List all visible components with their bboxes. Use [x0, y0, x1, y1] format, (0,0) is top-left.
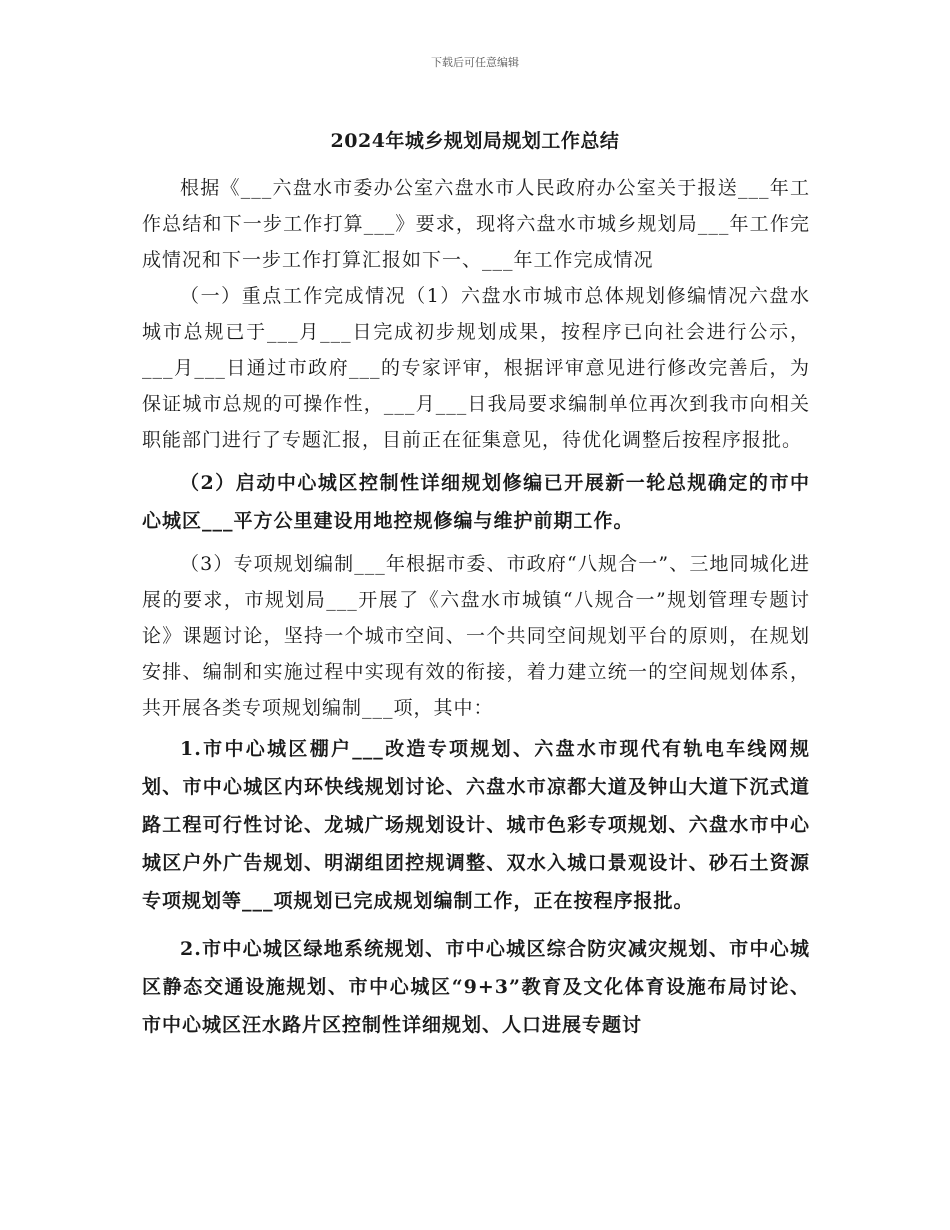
- list-item-2: 2.市中心城区绿地系统规划、市中心城区综合防灾减灾规划、市中心城区静态交通设施规划、市中心城区“9+3”教育及文化体育设施布局讨论、市中心城区汪水路片区控制性详细规划、人口进展专题讨: [142, 938, 810, 1036]
- document-body: [142, 170, 810, 1044]
- list-item-1: 1.市中心城区棚户___改造专项规划、六盘水市现代有轨电车线网规划、市中心城区内环快线规划讨论、六盘水市凉都大道及钟山大道下沉式道路工程可行性讨论、龙城广场规划设计、城市色彩专项规划、六盘水市中心城区户外广告规划、明湖组团控规调整、双水入城口景观设计、砂石土资源专项规划等___项规划已完成规划编制工作，正在按程序报批。: [142, 738, 810, 912]
- paragraph-intro: 根据《___六盘水市委办公室六盘水市人民政府办公室关于报送___年工作总结和下一步工作打算___》要求，现将六盘水市城乡规划局___年工作完成情况和下一步工作打算汇报如下一、___年工作完成情况: [142, 177, 810, 271]
- paragraph-special-plans: （3）专项规划编制___年根据市委、市政府“八规合一”、三地同城化进展的要求，市规划局___开展了《六盘水市城镇“八规合一”规划管理专题讨论》课题讨论，坚持一个城市空间、一个共同空间规划平台的原则，在规划安排、编制和实施过程中实现有效的衔接，着力建立统一的空间规划体系，共开展各类专项规划编制___项，其中：: [142, 553, 810, 719]
- header-note: 下载后可任意编辑: [431, 56, 519, 69]
- document-title: 2024年城乡规划局规划工作总结: [330, 130, 620, 152]
- paragraph-key-work: （一）重点工作完成情况（1）六盘水市城市总体规划修编情况六盘水城市总规已于___月___日完成初步规划成果，按程序已向社会进行公示，___月___日通过市政府___的专家评审，根据评审意见进行修改完善后，为保证城市总规的可操作性，___月___日我局要求编制单位再次到我市向相关职能部门进行了专题汇报，目前正在征集意见，待优化调整后按程序报批。: [142, 285, 810, 451]
- paragraph-control-plan: （2）启动中心城区控制性详细规划修编已开展新一轮总规确定的市中心城区___平方公里建设用地控规修编与维护前期工作。: [142, 472, 810, 532]
